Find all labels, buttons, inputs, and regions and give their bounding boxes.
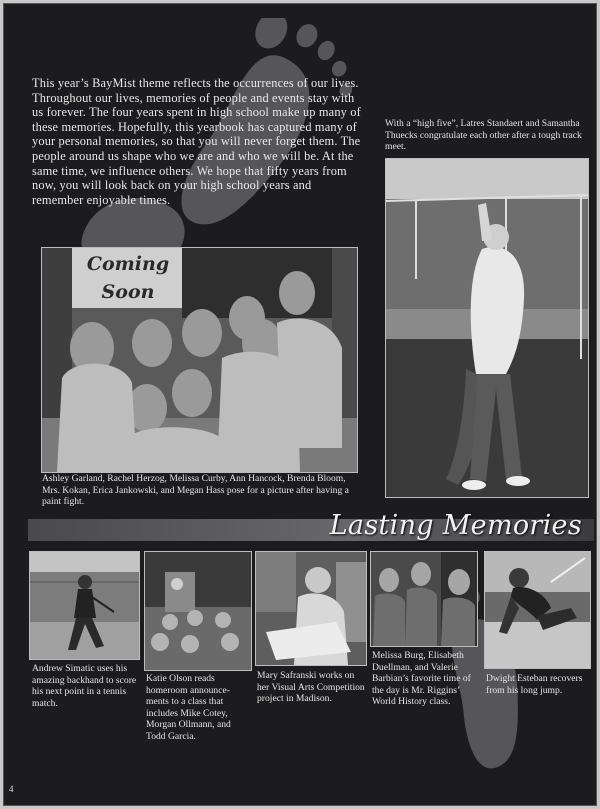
tennis-caption: Andrew Simatic uses his amazing backhand to score his next point in a tennis match. <box>32 663 137 709</box>
art-caption: Mary Safranski works on her Visual Arts Competition project in Madison. <box>257 670 365 705</box>
track-caption: With a “high five”, Latres Standaert and Samantha Thuecks congratulate each other after a tough track meet. <box>385 118 582 153</box>
homeroom-photo <box>144 551 252 671</box>
track-photo <box>385 158 589 498</box>
history-caption: Melissa Burg, Elisabeth Duellman, and Valerie Barbian’s favorite time of the day is Mr. Riggins’ World History class. <box>372 650 471 708</box>
long-jump-photo <box>484 551 591 669</box>
art-photo <box>255 551 367 666</box>
long-jump-caption: Dwight Esteban recovers from his long jump. <box>486 673 583 696</box>
tennis-photo <box>29 551 140 660</box>
group-caption: Ashley Garland, Rachel Herzog, Melissa Curby, Ann Hancock, Brenda Bloom, Mrs. Kokan, Erica Jankowski, and Megan Hass pose for a picture after having a paint fight. <box>42 473 349 508</box>
intro-paragraph: This year’s BayMist theme reflects the occurrences of our lives. Throughout our lives, memories of people and events stay with us forever. The four years spent in high school make up many of these memories. Hopefully, this yearbook has captured many of your personal memories, so that you will never forget them. The people around us shape who we are and who we will be. At the same time, we influence others. We hope that fifty years from now, you will look back on your high school years and remember enjoyable times. <box>32 76 361 207</box>
coming-soon-sign: Coming Soon <box>86 253 170 303</box>
group-photo <box>41 247 358 473</box>
homeroom-caption: Katie Olson reads homeroom announce-ments to a class that includes Mike Cotey, Morgan Ollmann, and Todd Garcia. <box>146 673 231 742</box>
page-number: 4 <box>9 784 14 794</box>
section-title: Lasting Memories <box>329 510 582 541</box>
history-photo <box>370 551 478 647</box>
